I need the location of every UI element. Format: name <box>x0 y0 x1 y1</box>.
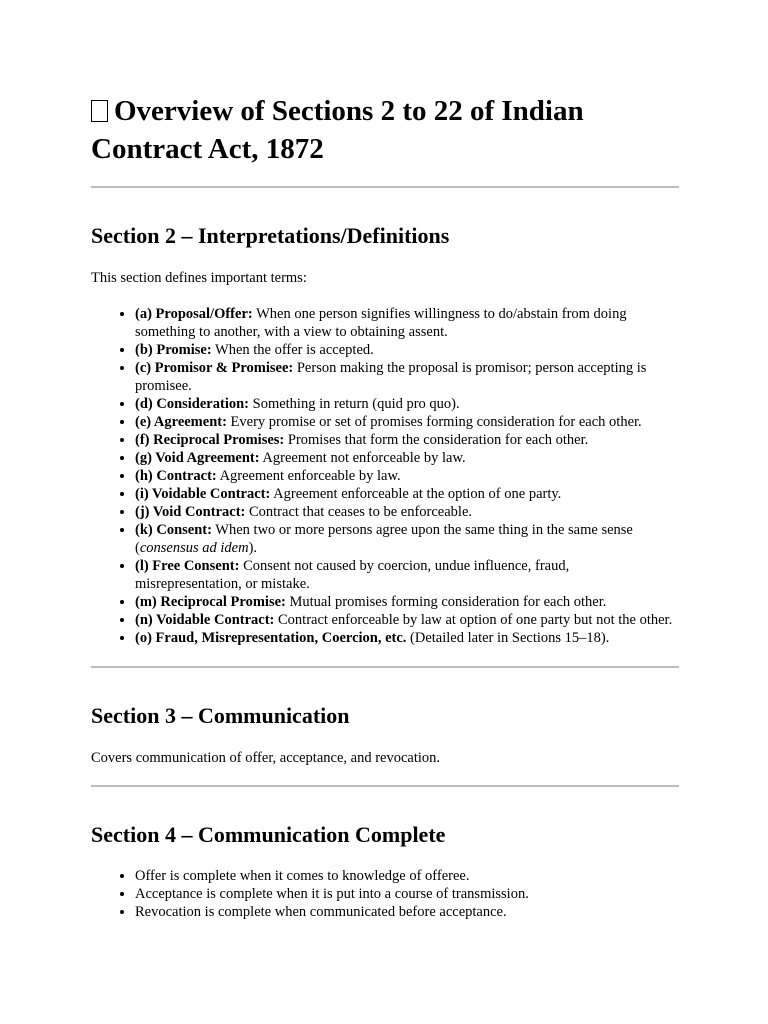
definition-item: • (a) Proposal/Offer: When one person signifies willingness to do/abstain from doing something to another, with a view to obtaining assent. <box>135 305 679 341</box>
section-2-intro: This section defines important terms: <box>91 270 307 286</box>
list-item: • Revocation is complete when communicated before acceptance. <box>135 903 679 921</box>
section-4-list <box>91 867 679 921</box>
divider <box>91 785 679 787</box>
section-4-heading: Section 4 – Communication Complete <box>91 822 446 847</box>
definition-item: • (k) Consent: When two or more persons agree upon the same thing in the same sense (consensus ad idem). <box>135 521 679 557</box>
section-3-heading: Section 3 – Communication <box>91 703 350 728</box>
definition-item: • (h) Contract: Agreement enforceable by law. <box>135 467 679 485</box>
document-content <box>91 92 679 921</box>
divider <box>91 186 679 188</box>
document-icon <box>91 100 108 122</box>
definition-item: • (n) Voidable Contract: Contract enforceable by law at option of one party but not the other. <box>135 611 679 629</box>
page-title-text: Overview of Sections 2 to 22 of Indian Contract Act, 1872 <box>91 95 584 165</box>
list-item: • Offer is complete when it comes to knowledge of offeree. <box>135 867 679 885</box>
definition-item: • (b) Promise: When the offer is accepted. <box>135 341 679 359</box>
section-2-definition-list <box>91 305 679 647</box>
definition-item: • (o) Fraud, Misrepresentation, Coercion, etc. (Detailed later in Sections 15–18). <box>135 629 679 647</box>
definition-item: • (i) Voidable Contract: Agreement enforceable at the option of one party. <box>135 485 679 503</box>
definition-item: • (g) Void Agreement: Agreement not enforceable by law. <box>135 449 679 467</box>
definition-item: • (j) Void Contract: Contract that ceases to be enforceable. <box>135 503 679 521</box>
definition-item: • (m) Reciprocal Promise: Mutual promises forming consideration for each other. <box>135 593 679 611</box>
list-item: • Acceptance is complete when it is put into a course of transmission. <box>135 885 679 903</box>
definition-item: • (c) Promisor & Promisee: Person making the proposal is promisor; person accepting is promisee. <box>135 359 679 395</box>
definition-item: • (l) Free Consent: Consent not caused by coercion, undue influence, fraud, misrepresentation, or mistake. <box>135 557 679 593</box>
section-3-body: Covers communication of offer, acceptance, and revocation. <box>91 750 441 766</box>
page-title <box>91 92 679 168</box>
definition-item: • (e) Agreement: Every promise or set of promises forming consideration for each other. <box>135 413 679 431</box>
definition-item: • (d) Consideration: Something in return (quid pro quo). <box>135 395 679 413</box>
section-2-heading: Section 2 – Interpretations/Definitions <box>91 223 450 248</box>
definition-item: • (f) Reciprocal Promises: Promises that form the consideration for each other. <box>135 431 679 449</box>
divider <box>91 666 679 668</box>
